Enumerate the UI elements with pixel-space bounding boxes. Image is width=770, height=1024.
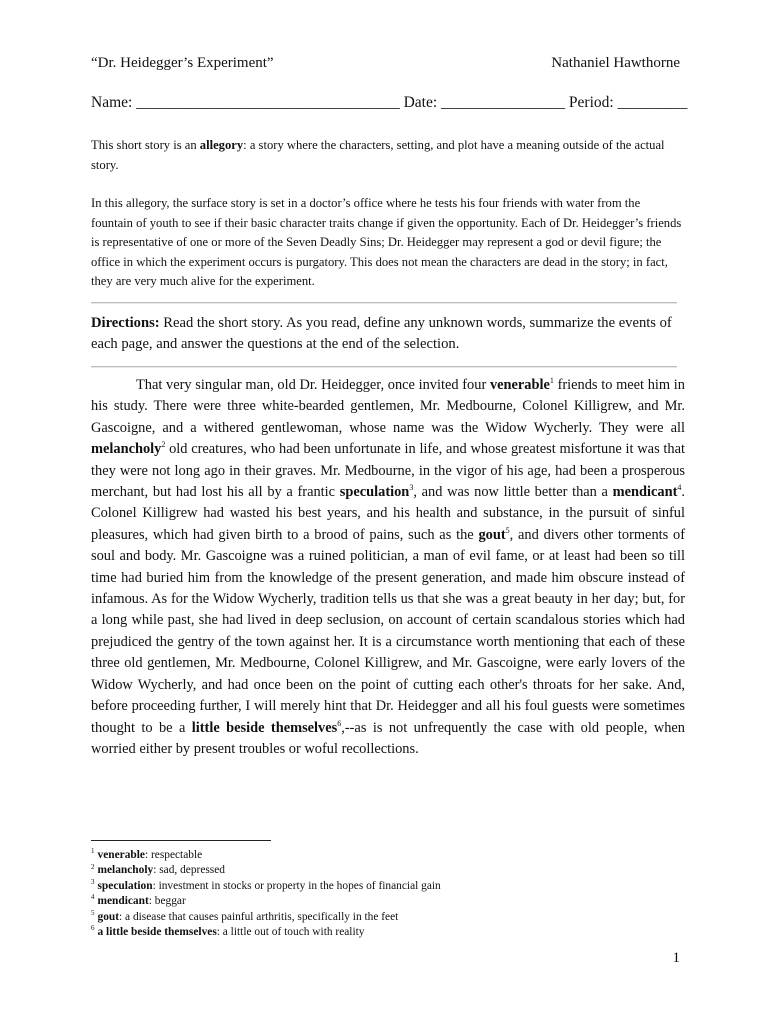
directions <box>91 313 683 355</box>
divider-bottom <box>91 366 677 368</box>
footnote-ref: 5 <box>505 526 510 536</box>
footnotes <box>91 848 651 940</box>
vocab-term: speculation <box>339 484 410 501</box>
name-blank: __________________________________ <box>136 94 400 111</box>
story-paragraph: That very singular man, old Dr. Heidegger, once invited four venerable$^1$ friends to meet him in his study. There were three white-bearded gentlemen, Mr. Medbourne, Colonel Killigrew, and Mr. Gascoigne, and a withered gentlewoman, whose name was the Widow Wycherly. They were all melancholy$^2$ old creatures, who had been unfortunate in life, and whose greatest misfortune it was that they were not long ago in their graves. Mr. Medbourne, in the vigor of his age, had been a prosperous merchant, but had lost his all by a frantic speculation$^3$, and was now little better than a mendicant$^4$. Colonel Killigrew had wasted his best years, and his health and substance, in the pursuit of sinful pleasures, which had given birth to a brood of pains, such as the gout$^5$, and divers other torments of soul and body. Mr. Gascoigne was a ruined politician, a man of evil fame, or at least had been so till time had buried him from the knowledge of the present generation, and made him obscure instead of infamous. As for the Widow Wycherly, tradition tells us that she was a great beauty in her day; but, for a long while past, she had lived in deep seclusion, on account of certain scandalous stories which had prejudiced the gentry of the town against her. It is a circumstance worth mentioning that each of these three old gentlemen, Mr. Medbourne, Colonel Killigrew, and Mr. Gascoigne, were early lovers of the Widow Wycherly, and had once been on the point of cutting each other's throats for her sake. And, before proceeding further, I will merely hint that Dr. Heidegger and all his foul guests were sometimes thought to be a little beside themselves$^6$,--as is not unfrequently the case with old people, when worried either by present troubles or woful recollections. <box>91 376 686 757</box>
intro-paragraph-1: This short story is an allegory: a story where the characters, setting, and plot have a meaning outside of the actual story. <box>91 138 665 172</box>
story-body <box>91 375 685 760</box>
footnote-divider <box>91 840 271 841</box>
period-blank: _________ <box>617 94 688 111</box>
footnote-ref: 3 <box>409 483 414 493</box>
name-label: Name: <box>91 94 133 111</box>
date-label: Date: <box>403 94 438 111</box>
footnote-ref: 6 <box>337 718 342 728</box>
footnote-ref: 1 <box>549 376 554 386</box>
period-label: Period: <box>568 94 614 111</box>
date-blank: ________________ <box>441 94 566 111</box>
footnote-ref: 2 <box>161 440 166 450</box>
vocab-term: mendicant <box>612 484 678 501</box>
vocab-term: melancholy <box>91 441 162 458</box>
intro-paragraph-2: In this allegory, the surface story is set in a doctor’s office where he tests his four friends with water from the fountain of youth to see if their basic character traits change if given the opportunity. Each of Dr. Heidegger’s friends is representative of one or more of the Seven Deadly Sins; Dr. Heidegger may represent a god or devil figure; the office in which the experiment occurs is purgatory. This does not mean the characters are dead in the story; in fact, they are very much alive for the experiment. <box>91 196 682 288</box>
directions-label: Directions: <box>91 315 160 331</box>
student-info-fields <box>91 94 688 112</box>
footnote-item: $^5$ gout: a disease that causes painful arthritis, specifically in the feet <box>91 908 399 923</box>
vocab-term: venerable <box>489 377 550 393</box>
page-number: 1 <box>672 950 680 966</box>
footnote-item: $^3$ speculation: investment in stocks or property in the hopes of financial gain <box>91 878 441 892</box>
page-header <box>91 55 680 72</box>
story-author: Nathaniel Hawthorne <box>551 55 680 71</box>
footnote-ref: 4 <box>677 483 682 493</box>
allegory-term: allegory <box>199 138 244 152</box>
divider-top <box>91 302 677 304</box>
footnote-item: $^4$ mendicant: beggar <box>91 893 186 908</box>
footnote-item: $^6$ a little beside themselves: a little out of touch with reality <box>91 924 365 939</box>
vocab-term: gout <box>478 526 506 543</box>
directions-text: Read the short story. As you read, define any unknown words, summarize the events of each page, and answer the questions at the end of the selection. <box>91 315 672 352</box>
footnote-item: $^2$ melancholy: sad, depressed <box>91 862 225 877</box>
story-title: “Dr. Heidegger’s Experiment” <box>91 55 274 71</box>
vocab-term: little beside themselves <box>191 719 338 736</box>
footnote-item: $^1$ venerable: respectable <box>91 847 203 861</box>
